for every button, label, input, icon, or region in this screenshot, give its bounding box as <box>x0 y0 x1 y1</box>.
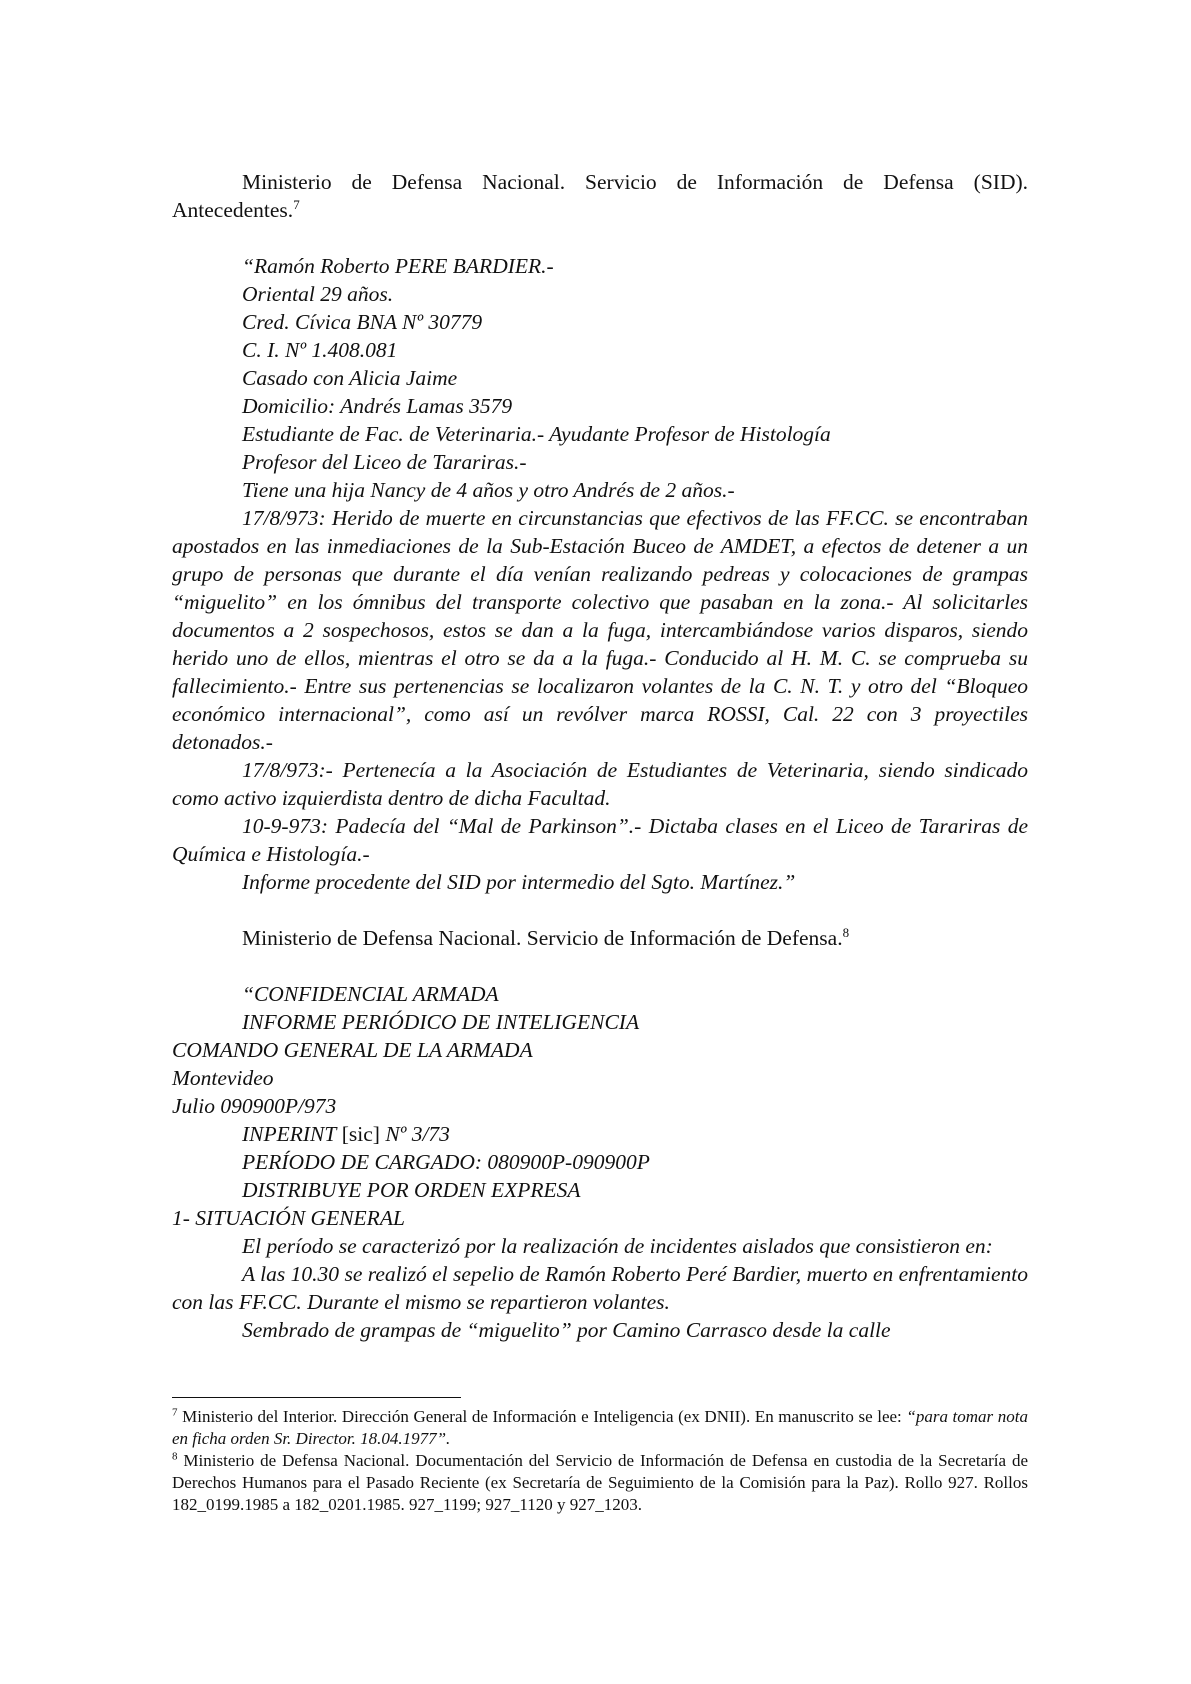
spacer <box>172 896 1028 924</box>
footnote-7: $^7$ Ministerio del Interior. Dirección General de Información e Inteligencia (ex DNII). En manuscrito se lee: “para tomar nota en ficha orden Sr. Director. 18.04.1977”. <box>172 1406 1028 1448</box>
record-name: “Ramón Roberto PERE BARDIER.- <box>242 254 554 278</box>
footnotes <box>172 1406 1028 1516</box>
document-body <box>172 168 1028 1344</box>
report-paragraph: El período se caracterizó por la realización de incidentes aislados que consistieron en: <box>242 1234 993 1258</box>
record-entry-17-8-973-b: 17/8/973:- Pertenecía a la Asociación de Estudiantes de Veterinaria, siendo sindicado como activo izquierdista dentro de dicha Facultad. <box>172 758 1028 810</box>
footnote-divider <box>172 1397 461 1398</box>
record-teacher: Profesor del Liceo de Tarariras.- <box>242 450 527 474</box>
report-command: COMANDO GENERAL DE LA ARMADA <box>172 1038 533 1062</box>
spacer <box>172 952 1028 980</box>
footnote-ref-8[interactable]: 8 <box>842 924 850 940</box>
report-section-heading: 1- SITUACIÓN GENERAL <box>172 1206 405 1230</box>
record-entry-10-9-973: 10-9-973: Padecía del “Mal de Parkinson”.- Dictaba clases en el Liceo de Tarariras de Química e Histología.- <box>172 814 1028 866</box>
record-occupation: Estudiante de Fac. de Veterinaria.- Ayudante Profesor de Histología <box>242 422 831 446</box>
record-marital-status: Casado con Alicia Jaime <box>242 366 458 390</box>
section-heading-sid-antecedentes: Ministerio de Defensa Nacional. Servicio de Información de Defensa (SID). Antecedentes.$^7$ <box>172 170 1028 222</box>
report-distribution: DISTRIBUYE POR ORDEN EXPRESA <box>242 1178 581 1202</box>
record-children: Tiene una hija Nancy de 4 años y otro Andrés de 2 años.- <box>242 478 735 502</box>
record-address: Domicilio: Andrés Lamas 3579 <box>242 394 513 418</box>
report-paragraph: A las 10.30 se realizó el sepelio de Ramón Roberto Peré Bardier, muerto en enfrentamiento con las FF.CC. Durante el mismo se repartieron volantes. <box>172 1262 1028 1314</box>
report-date: Julio 090900P/973 <box>172 1094 337 1118</box>
footnote-8: $^8$ Ministerio de Defensa Nacional. Documentación del Servicio de Información de Defensa en custodia de la Secretaría de Derechos Humanos para el Pasado Reciente (ex Secretaría de Seguimiento de la Comisión para la Paz). Rollo 927. Rollos 182_0199.1985 a 182_0201.1985. 927_1199; 927_1120 y 927_1203. <box>172 1450 1028 1514</box>
record-id-number: C. I. Nº 1.408.081 <box>242 338 398 362</box>
report-period: PERÍODO DE CARGADO: 080900P-090900P <box>242 1150 650 1174</box>
report-paragraph: Sembrado de grampas de “miguelito” por Camino Carrasco desde la calle <box>242 1318 891 1342</box>
record-civic-credential: Cred. Cívica BNA Nº 30779 <box>242 310 483 334</box>
footnote-ref-7[interactable]: 7 <box>293 196 300 212</box>
record-nationality-age: Oriental 29 años. <box>242 282 394 306</box>
record-closing: Informe procedente del SID por intermedio del Sgto. Martínez.” <box>242 870 796 894</box>
record-entry-17-8-973-a: 17/8/973: Herido de muerte en circunstancias que efectivos de las FF.CC. se encontraban apostados en las inmediaciones de la Sub-Estación Buceo de AMDET, a efectos de detener a un grupo de personas que durante el día venían realizando pedreas y colocaciones de grampas “miguelito” en los ómnibus del transporte colectivo que pasaban en la zona.- Al solicitarles documentos a 2 sospechosos, estos se dan a la fuga, intercambiándose varios disparos, siendo herido uno de ellos, mientras el otro se da a la fuga.- Conducido al H. M. C. se comprueba su fallecimiento.- Entre sus pertenencias se localizaron volantes de la C. N. T. y otro del “Bloqueo económico internacional”, como así un revólver marca ROSSI, Cal. 22 con 3 proyectiles detonados.- <box>172 506 1028 754</box>
report-classification: “CONFIDENCIAL ARMADA <box>242 982 499 1006</box>
section-heading-sid: Ministerio de Defensa Nacional. Servicio de Información de Defensa.$^8$ <box>242 924 850 950</box>
spacer <box>172 224 1028 252</box>
report-title: INFORME PERIÓDICO DE INTELIGENCIA <box>242 1010 640 1034</box>
report-city: Montevideo <box>172 1066 274 1090</box>
report-inperint: INPERINT [sic] Nº 3/73 <box>242 1122 450 1146</box>
